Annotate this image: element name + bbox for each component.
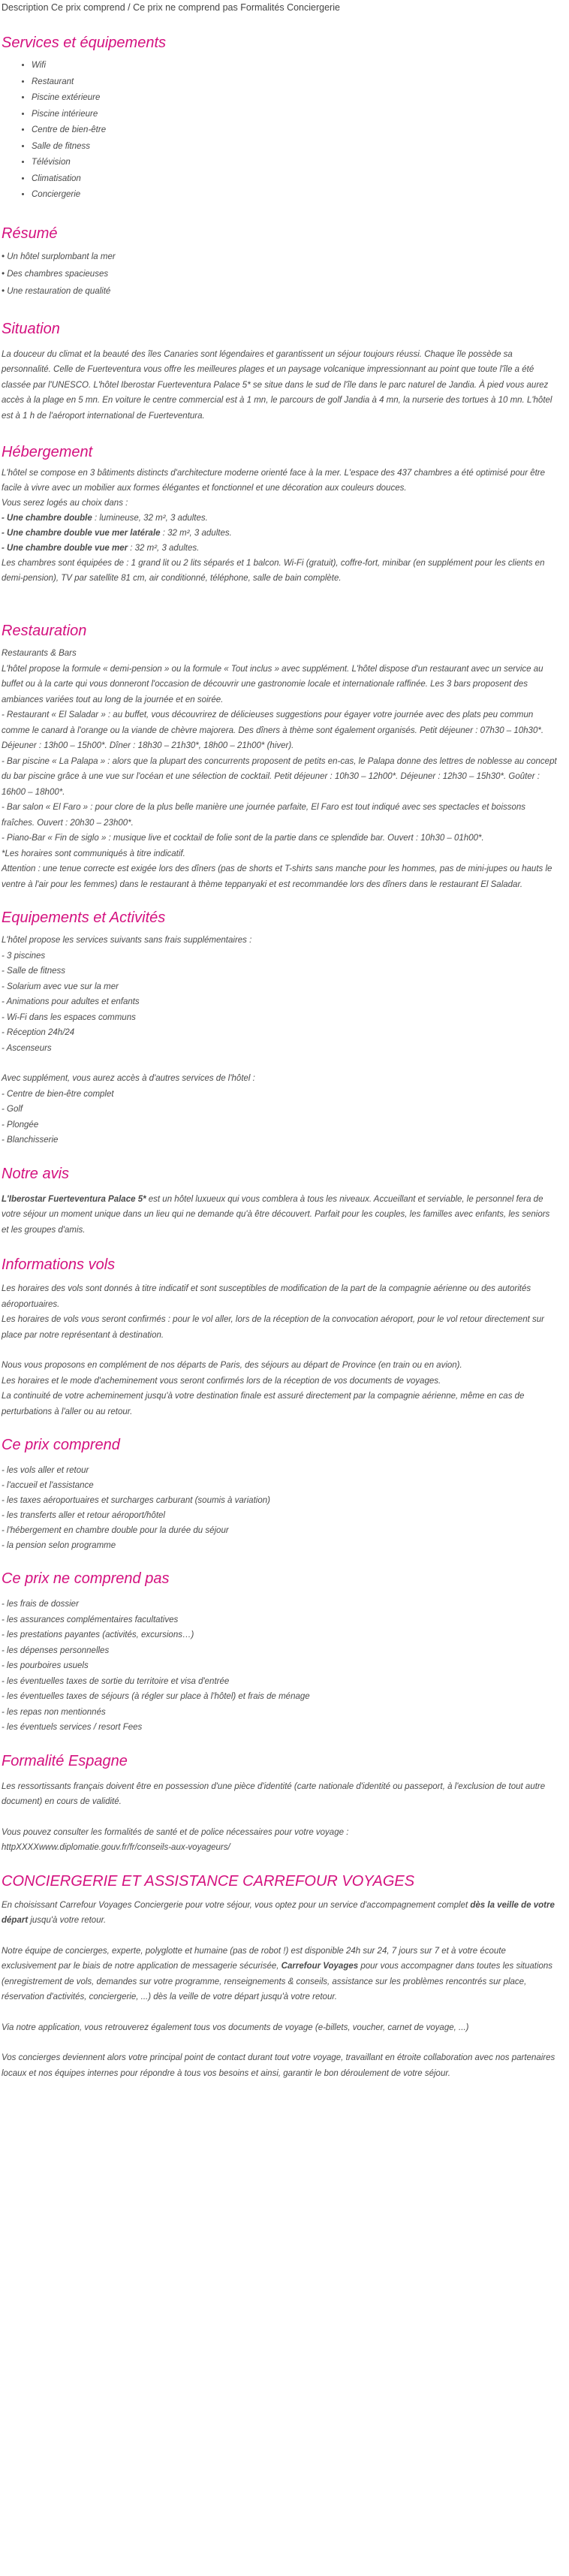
restauration-line: - Bar piscine « La Palapa » : alors que la plupart des concurrents proposent de petits en-cas, le Palapa donne des lettres de noblesse au concept du bar piscine grâce à une vue sur l'océan et une sélection de cocktail. Petit déjeuner : 10h30 – 12h00*. Déjeuner : 12h30 – 15h30*. Goûter : 16h00 – 18h00*. [2, 756, 557, 797]
flights-text: Les horaires et le mode d'acheminement vous seront confirmés lors de la réception de vos documents de voyages. [2, 1376, 441, 1386]
flights-text: Les horaires des vols sont donnés à titre indicatif et sont susceptibles de modification de la part de la compagnie aérienne ou des autorités aéroportuaires. [2, 1284, 531, 1309]
room-desc: : 32 m², 3 adultes. [128, 544, 200, 553]
restauration-line: L'hôtel propose la formule « demi-pension » ou la formule « Tout inclus » avec supplément. L'hôtel dispose d'un restaurant avec un service au buffet ou à la carte qui vous donneront l'occasion de découvrir une gastronomie locale et internationale raffinée. Les 3 bars proposent des ambiances variées tout au long de la journée et en soirée. [2, 664, 543, 704]
summary-title: Résumé [2, 225, 58, 242]
concierge-text: Vos concierges deviennent alors votre principal point de contact durant tout votre voyage, travaillant en étroite collaboration avec nos partenaires locaux et nos équipes internes pour répondre à tous vos besoins et ainsi, garantir le bon déroulement de votre séjour. [2, 2053, 555, 2078]
room-name: - Une chambre double vue mer latérale [2, 529, 161, 538]
room-name: - Une chambre double [2, 514, 92, 523]
list-item: - Blanchisserie [2, 1136, 59, 1145]
formalities-text: Vous pouvez consulter les formalités de santé et de police nécessaires pour votre voyage : [2, 1827, 349, 1837]
list-item: - l'accueil et l'assistance [2, 1481, 94, 1490]
tab-excludes[interactable]: Ce prix ne comprend pas [133, 2, 238, 13]
flights-section [2, 1281, 558, 1419]
list-item: - Animations pour adultes et enfants [2, 997, 140, 1006]
list-item: - les vols aller et retour [2, 1466, 89, 1475]
summary-list [2, 249, 558, 300]
restauration-title: Restauration [2, 623, 87, 639]
list-item: - Wi-Fi dans les espaces communs [2, 1012, 136, 1022]
concierge-highlight: Carrefour Voyages [281, 1962, 359, 1971]
excludes-title: Ce prix ne comprend pas [2, 1570, 170, 1587]
tab-bar: Description Ce prix comprend / Ce prix ne comprend pas Formalités Conciergerie [2, 2, 340, 13]
list-item: - les frais de dossier [2, 1600, 79, 1609]
restauration-line: - Bar salon « El Faro » : pour clore de la plus belle manière une journée parfaite, El Faro est tout indiqué avec ses spectacles et boissons fraîches. Ouvert : 20h30 – 23h00*. [2, 803, 526, 828]
list-item: - les éventuelles taxes de sortie du territoire et visa d'entrée [2, 1676, 230, 1686]
formalities-title: Formalité Espagne [2, 1752, 128, 1769]
list-item: • Centre de bien-être [32, 122, 558, 139]
list-item: • Salle de fitness [32, 139, 558, 155]
tab-formalities[interactable]: Formalités [240, 2, 284, 13]
list-item: - la pension selon programme [2, 1541, 116, 1550]
list-item: - les repas non mentionnés [2, 1707, 106, 1717]
flights-text: Nous vous proposons en complément de nos départs de Paris, des séjours au départ de Province (en train ou en avion). [2, 1361, 462, 1370]
tab-description[interactable]: Description [2, 2, 49, 13]
flights-title: Informations vols [2, 1256, 116, 1273]
list-item: - Ascenseurs [2, 1043, 52, 1053]
list-item: - les éventuels services / resort Fees [2, 1723, 143, 1732]
list-item: • Wifi [32, 58, 558, 74]
list-item: - les assurances complémentaires facultatives [2, 1615, 179, 1624]
flights-text: La continuité de votre acheminement jusqu'à votre destination finale est assuré directement par la compagnie aérienne, même en cas de perturbations à l'aller ou au retour. [2, 1392, 525, 1416]
list-item: - Centre de bien-être complet [2, 1089, 114, 1099]
hotel-name: L'Iberostar Fuerteventura Palace 5* [2, 1194, 146, 1204]
room-item [2, 511, 558, 526]
room-desc: : 32 m², 3 adultes. [160, 529, 232, 538]
restauration-line: - Restaurant « El Saladar » : au buffet, vous découvrirez de délicieuses suggestions pour égayer votre journée avec des plats peu commun comme le canard à l'orange ou la viande de chèvre majorera. Des dîners à thème sont également organisés. Petit déjeuner : 07h30 – 10h30*. Déjeuner : 13h00 – 15h00*. Dîner : 18h30 – 21h30*, 18h00 – 21h00* (hiver). [2, 710, 544, 750]
formalities-text: Les ressortissants français doivent être en possession d'une pièce d'identité (carte nationale d'identité ou passeport, à l'exclusion de tout autre document) en cours de validité. [2, 1781, 546, 1806]
list-item: - Golf [2, 1105, 23, 1114]
list-item: • Piscine intérieure [32, 107, 558, 123]
includes-list [2, 1463, 558, 1553]
list-item: - les pourboires usuels [2, 1661, 89, 1670]
list-item: • Piscine extérieure [32, 90, 558, 107]
tab-includes[interactable]: Ce prix comprend [51, 2, 125, 13]
room-item [2, 541, 558, 556]
concierge-title: CONCIERGERIE ET ASSISTANCE CARREFOUR VOYAGES [2, 1872, 415, 1890]
list-item: • Conciergerie [32, 187, 558, 204]
opinion-body: est un hôtel luxueux qui vous comblera à tous les niveaux. Accueillant et serviable, le personnel fera de votre séjour un moment unique dans un lieu qui ne demande qu'à être découvert. Parfait pour les couples, les familles avec enfants, les seniors et les groupes d'amis. [2, 1194, 550, 1235]
concierge-text [2, 1898, 558, 1929]
restauration-section [2, 646, 558, 892]
room-desc: : lumineuse, 32 m², 3 adultes. [92, 514, 208, 523]
opinion-title: Notre avis [2, 1165, 70, 1182]
list-item: - l'hébergement en chambre double pour la durée du séjour [2, 1526, 229, 1535]
flights-text: Les horaires de vols vous seront confirmés : pour le vol aller, lors de la réception de la convocation aéroport, pour le vol retour directement sur place par notre représentant à destination. [2, 1315, 544, 1340]
formalities-section [2, 1779, 558, 1856]
includes-title: Ce prix comprend [2, 1437, 120, 1453]
room-name: - Une chambre double vue mer [2, 544, 128, 553]
lodging-choice: Vous serez logés au choix dans : [2, 499, 128, 508]
list-item: • Restaurant [32, 74, 558, 91]
room-item [2, 526, 558, 541]
list-item: - les prestations payantes (activités, excursions…) [2, 1630, 194, 1639]
restauration-line: Attention : une tenue correcte est exigée lors des dîners (pas de shorts et T-shirts sans manche pour les hommes, pas de mini-jupes ou hauts le ventre à l'air pour les femmes) dans le restaurant à thème teppanyaki et est recommandée lors des dîners dans le restaurant El Saladar. [2, 864, 552, 889]
concierge-text-part: pour vous accompagner dans toutes les situations (enregistrement de vols, demandes sur votre programme, renseignements & conseils, assistance sur les problèmes rencontrés sur place, réservation d'activités, conciergerie, ...) dès la veille de votre départ jusqu'à votre retour. [2, 1962, 553, 2001]
list-item: - les éventuelles taxes de séjours (à régler sur place à l'hôtel) et frais de ménage [2, 1692, 310, 1701]
formalities-link[interactable]: httpXXXXwww.diplomatie.gouv.fr/fr/conseils-aux-voyageurs/ [2, 1843, 230, 1852]
concierge-text-part: En choisissant Carrefour Voyages Conciergerie pour votre séjour, vous optez pour un service d'accompagnement complet [2, 1900, 471, 1910]
list-item: - Plongée [2, 1120, 39, 1130]
excludes-list [2, 1597, 558, 1736]
concierge-text-part: jusqu'à votre retour. [28, 1916, 107, 1925]
list-item: - 3 piscines [2, 951, 46, 961]
services-title: Services et équipements [2, 35, 167, 51]
lodging-equipment: Les chambres sont équipées de : 1 grand lit ou 2 lits séparés et 1 balcon. Wi-Fi (gratuit), coffre-fort, minibar (en supplément pour les clients en demi-pension), TV par satellite 81 cm, air conditionné, téléphone, salle de bain complète. [2, 559, 545, 583]
concierge-highlight: dès la veille de votre départ [2, 1900, 555, 1925]
list-item: • Télévision [32, 155, 558, 171]
activities-paid-intro: Avec supplément, vous aurez accès à d'autres services de l'hôtel : [2, 1074, 255, 1083]
list-item: - Salle de fitness [2, 967, 66, 976]
list-item: - Réception 24h/24 [2, 1028, 75, 1037]
activities-title: Equipements et Activités [2, 909, 166, 926]
activities-intro: L'hôtel propose les services suivants sans frais supplémentaires : [2, 936, 252, 945]
opinion-text [2, 1192, 558, 1238]
restauration-line: - Piano-Bar « Fin de siglo » : musique live et cocktail de folie sont de la partie dans ce splendide bar. Ouvert : 10h30 – 01h00*. [2, 834, 484, 843]
concierge-text [2, 1944, 558, 2005]
list-item: - les taxes aéroportuaires et surcharges carburant (soumis à variation) [2, 1496, 270, 1505]
list-item: - Solarium avec vue sur la mer [2, 982, 119, 991]
restauration-line: *Les horaires sont communiqués à titre indicatif. [2, 849, 185, 858]
concierge-text-part: Notre équipe de concierges, experte, polyglotte et humaine (pas de robot !) est disponible 24h sur 24, 7 jours sur 7 et à votre écoute exclusivement par le biais de notre application de messagerie sécurisée, [2, 1946, 506, 1971]
concierge-text: Via notre application, vous retrouverez également tous vos documents de voyage (e-billets, voucher, carnet de voyage, ...) [2, 2022, 469, 2032]
list-item: - les transferts aller et retour aéroport/hôtel [2, 1511, 165, 1520]
lodging-intro: L'hôtel se compose en 3 bâtiments distincts d'architecture moderne orienté face à la mer. L'espace des 437 chambres a été optimisé pour être facile à vivre avec un mobilier aux formes élégantes et fonctionnel et une décoration aux couleurs douces. [2, 469, 546, 493]
situation-text: La douceur du climat et la beauté des îles Canaries sont légendaires et garantissent un séjour toujours réussi. Chaque île possède sa personnalité. Celle de Fuerteventura vous offre les meilleures plages et un paysage volcanique impressionnant au point que toute l'île a été classée par l'UNESCO. L'hôtel Iberostar Fuerteventura Palace 5* se situe dans le sud de l'île dans le parc naturel de Jandia. À pied vous aurez accès à la plage en 5 mn. En voiture le centre commercial est à 1 mn, le parcours de golf Jandia à 4 mn, la nurserie des tortues à 10 mn. L'hôtel est à 1 h de l'aéroport international de Fuerteventura. [2, 349, 552, 421]
concierge-section [2, 1898, 558, 2082]
activities-section [2, 933, 558, 1148]
list-item: • Un hôtel surplombant la mer [2, 252, 116, 261]
lodging-section [2, 466, 558, 586]
list-item: • Une restauration de qualité [2, 286, 111, 296]
list-item: - les dépenses personnelles [2, 1645, 110, 1655]
tab-concierge[interactable]: Conciergerie [287, 2, 340, 13]
situation-title: Situation [2, 320, 60, 337]
restauration-sub: Restaurants & Bars [2, 649, 77, 658]
list-item: • Des chambres spacieuses [2, 269, 109, 279]
services-list [2, 58, 558, 204]
list-item: • Climatisation [32, 171, 558, 188]
lodging-title: Hébergement [2, 444, 93, 460]
